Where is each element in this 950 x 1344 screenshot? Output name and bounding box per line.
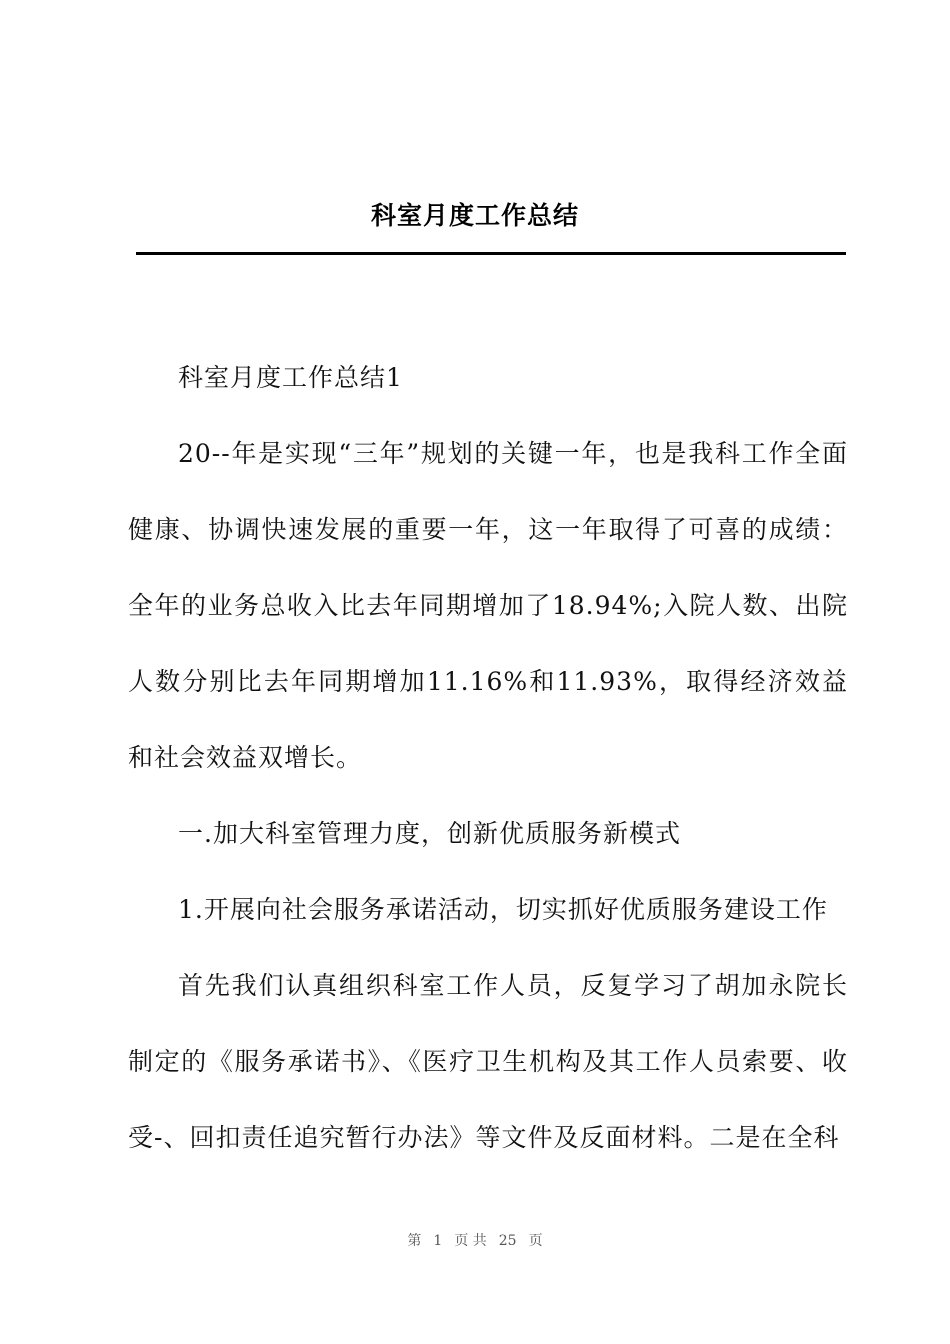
body-paragraph: 20--年是实现“三年”规划的关键一年，也是我科工作全面健康、协调快速发展的重要一年，这一年取得了可喜的成绩：全年的业务总收入比去年同期增加了18.94%;入院人数、出院人数分别比去年同期增加11.16%和11.93%，取得经济效益和社会效益双增长。 [128, 439, 848, 772]
page-label-prefix: 第 [407, 1233, 422, 1249]
page-label-middle: 页 共 [454, 1233, 487, 1249]
page-label-suffix: 页 [528, 1233, 543, 1249]
page-footer [0, 1230, 950, 1250]
subsection-heading: 一.加大科室管理力度，创新优质服务新模式 [178, 819, 681, 848]
document-body [128, 340, 848, 1176]
body-paragraph: 首先我们认真组织科室工作人员，反复学习了胡加永院长制定的《服务承诺书》、《医疗卫生机构及其工作人员索要、收受-、回扣责任追究暂行办法》等文件及反面材料。二是在全科 [128, 971, 848, 1152]
section-heading: 科室月度工作总结1 [178, 363, 403, 392]
current-page-number: 1 [433, 1233, 443, 1249]
title-divider [136, 252, 846, 255]
item-heading: 1.开展向社会服务承诺活动，切实抓好优质服务建设工作 [178, 895, 828, 924]
document-title: 科室月度工作总结 [370, 201, 579, 230]
total-pages-number: 25 [498, 1233, 517, 1249]
